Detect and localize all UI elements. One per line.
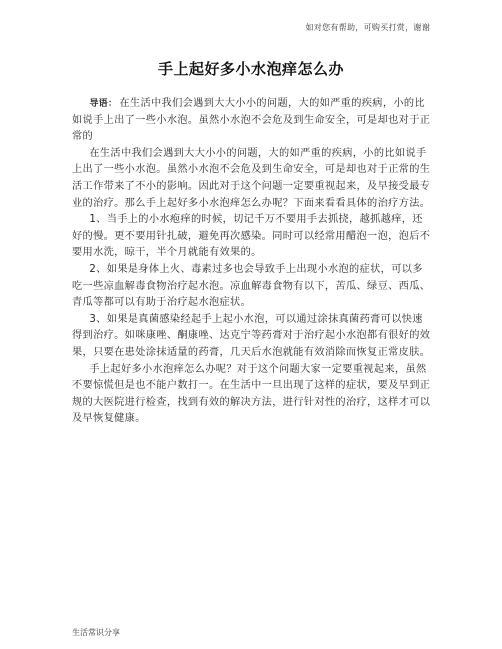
footer-note: 生活常识分享 <box>72 628 120 637</box>
intro-label: 导语： <box>89 99 118 109</box>
page-title: 手上起好多小水泡痒怎么办 <box>157 60 344 78</box>
paragraph: 2、如果是身体上火、毒素过多也会导致手上出现小水泡的症状，可以多吃一些凉血解毒食物治疗起水泡。凉血解毒食物有以下，苦瓜、绿豆、西瓜、青瓜等都可以有助于治疗起水泡症状。 <box>72 263 431 309</box>
intro-text: 在生活中我们会遇到大大小小的问题，大的如严重的疾病，小的比如说手上出了一些小水泡。虽然小水泡不会危及到生命安全，可是却也对于正常的 <box>72 98 431 143</box>
paragraph: 1、当手上的小水疱痒的时候，切记千万不要用手去抓挠，越抓越痒，还好的慢。更不要用针扎破，避免再次感染。同时可以经常用醋泡一泡，泡后不要用水洗，晾干，半个月就能有效果的。 <box>72 214 431 259</box>
paragraph: 3、如果是真菌感染经起手上起小水泡，可以通过涂抹真菌药膏可以快速得到治疗。如咪康唑、酮康唑、达克宁等药膏对于治疗起小水泡都有很好的效果，只要在患处涂抹适量的药膏，几天后水泡就能有效消除而恢复正常皮肤。 <box>72 313 431 358</box>
header-note: 如对您有帮助，可购买打赏，谢谢 <box>305 23 430 32</box>
paragraph: 手上起好多小水泡痒怎么办呢？对于这个问题大家一定要重视起来，虽然不要惊慌但是也不能户数打一。在生活中一旦出现了这样的症状，要及早到正规的大医院进行检查，找到有效的解决方法，进行针对性的治疗，这样才可以及早恢复健康。 <box>72 363 431 425</box>
article-body <box>72 96 432 428</box>
paragraph: 在生活中我们会遇到大大小小的问题，大的如严重的疾病，小的比如说手上出了一些小水泡。虽然小水泡不会危及到生命安全，可是却也对于正常的生活工作带来了不小的影响。因此对于这个问题一定要重视起来，及早接受最专业的治疗。那么手上起好多小水泡痒怎么办呢？下面来看看具体的治疗方法。 <box>72 147 431 209</box>
intro-paragraph <box>72 96 432 146</box>
